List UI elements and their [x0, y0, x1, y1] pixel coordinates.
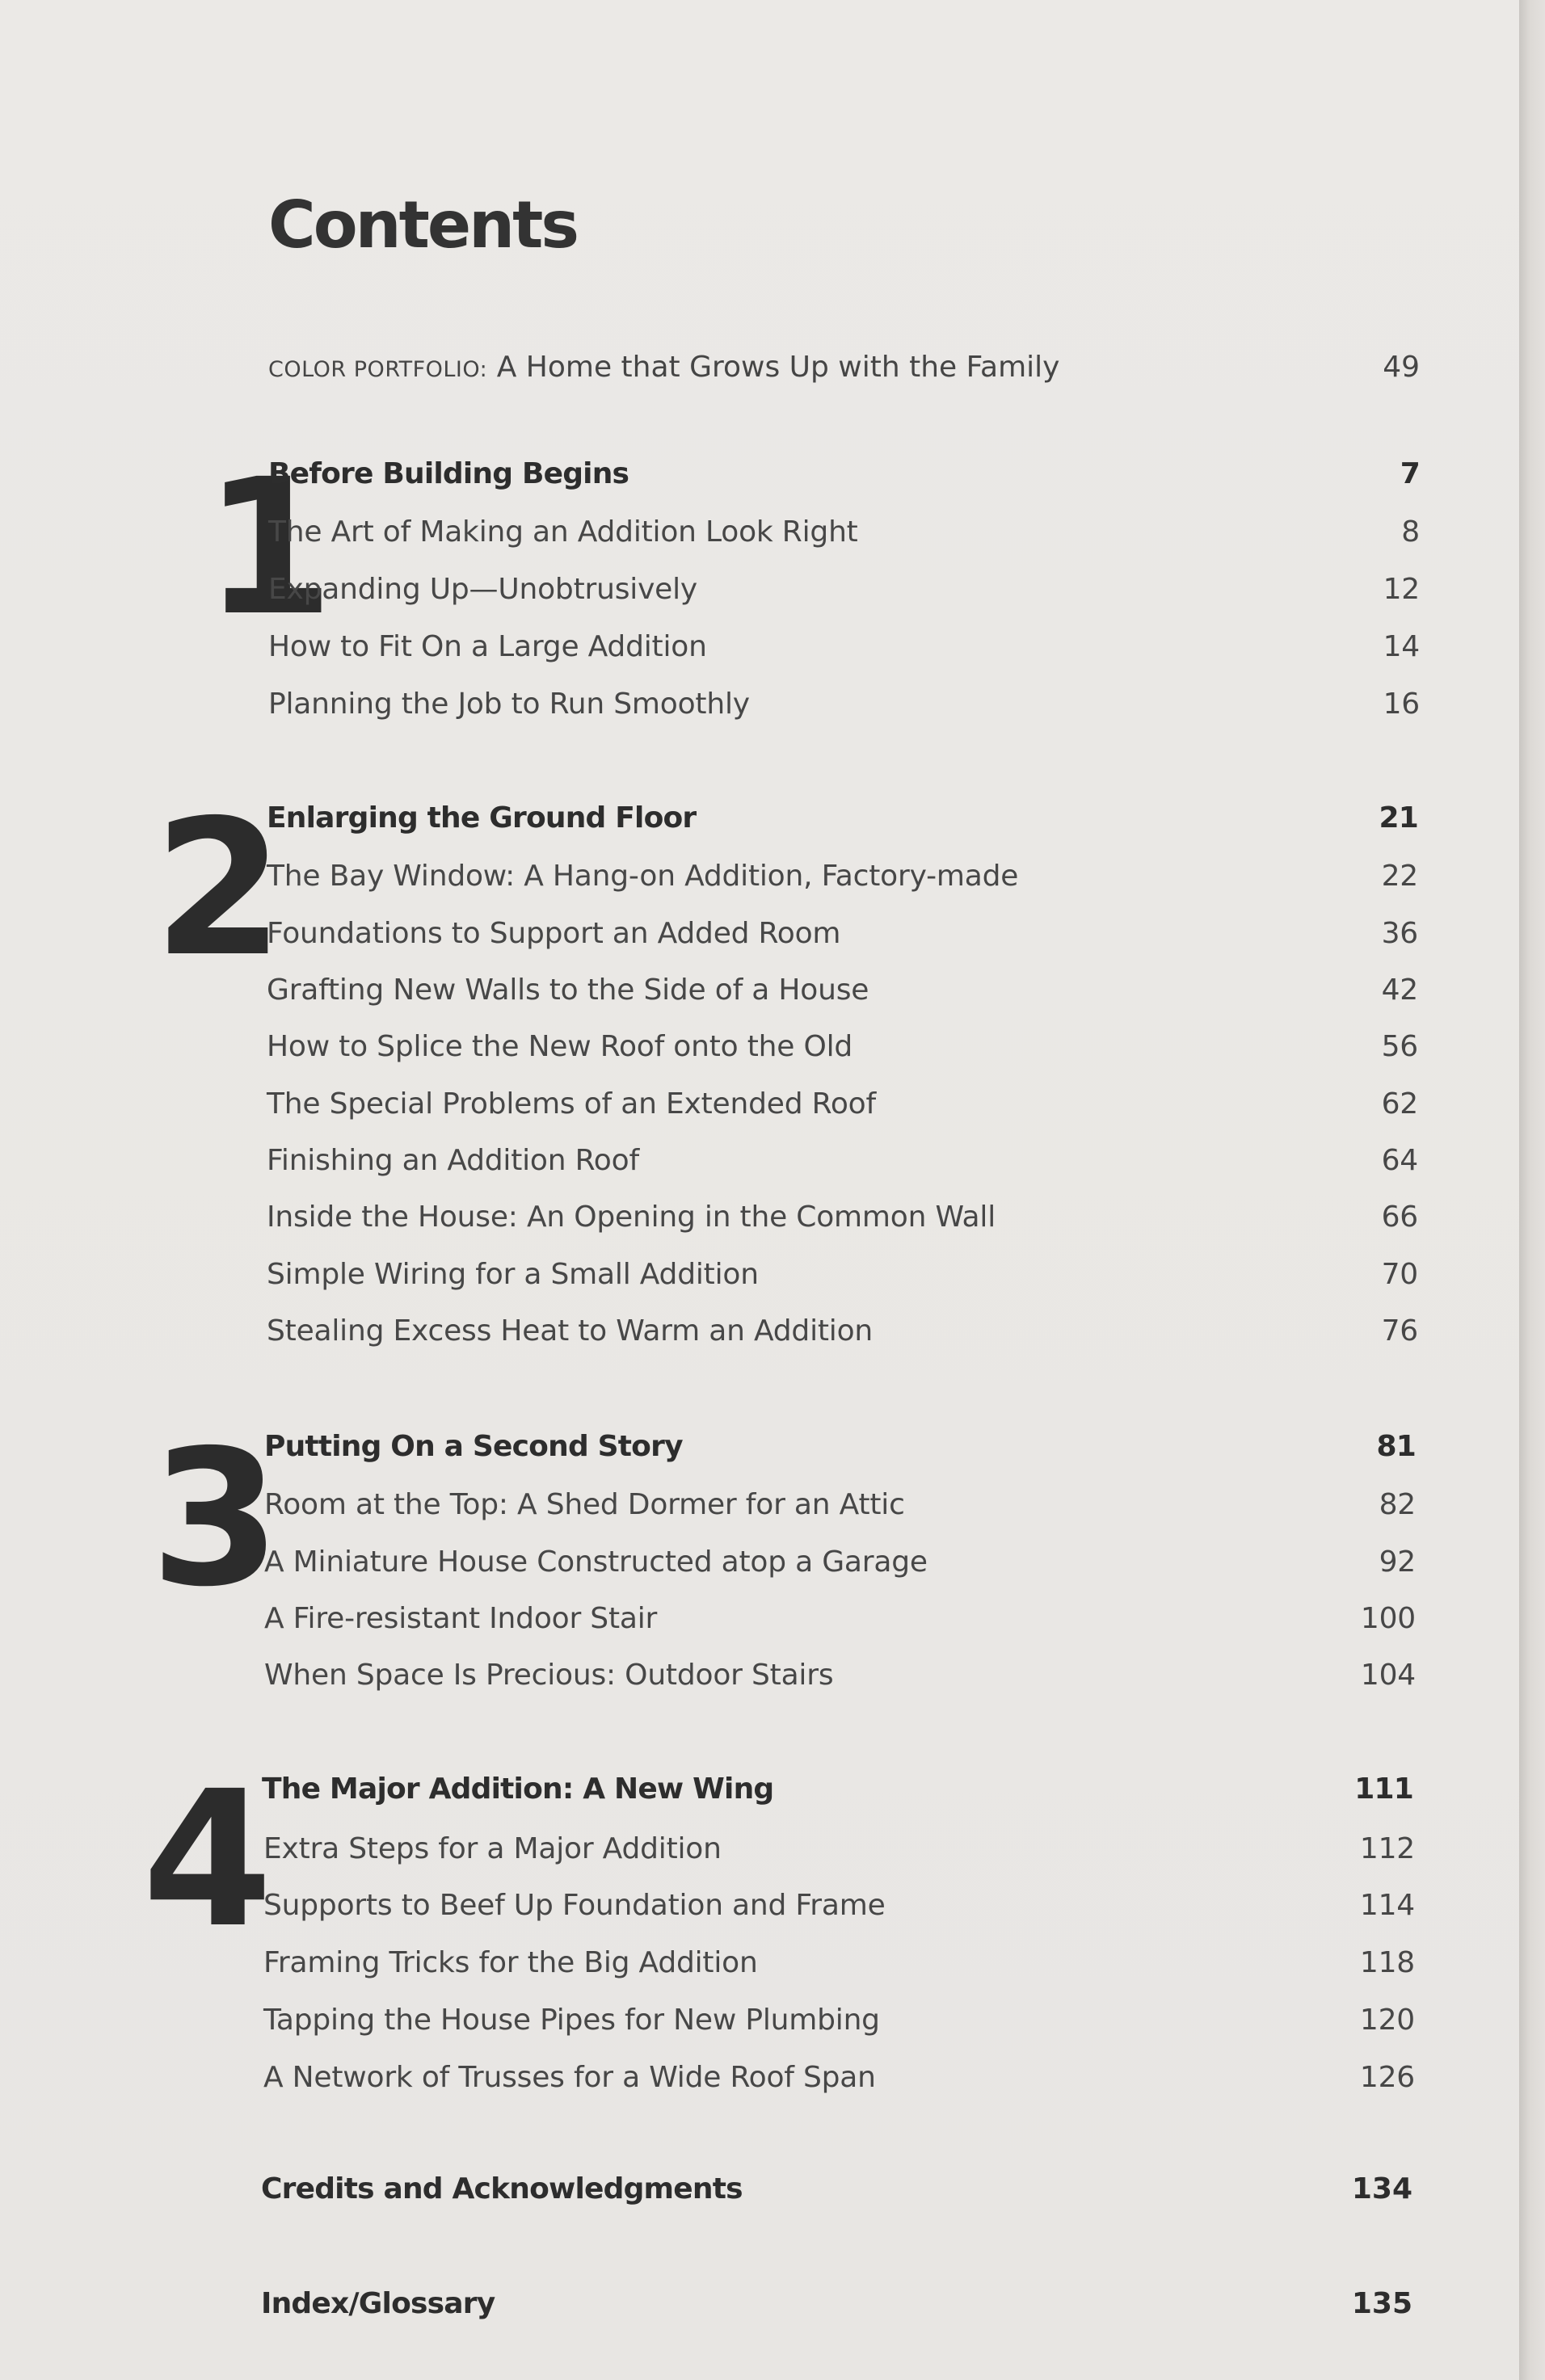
toc-entry[interactable] — [267, 1196, 1418, 1247]
chapter-title: The Major Addition: A New Wing — [262, 1772, 774, 1806]
entry-page-number: 114 — [1359, 1889, 1415, 1922]
toc-entry[interactable] — [263, 2056, 1415, 2108]
chapter-number: 1 — [204, 439, 330, 657]
entry-title: The Bay Window: A Hang-on Addition, Factory-made — [267, 860, 1019, 893]
entry-page-number: 118 — [1359, 1946, 1415, 1979]
chapter-number: 3 — [150, 1410, 276, 1628]
entry-title: Extra Steps for a Major Addition — [263, 1832, 722, 1865]
entry-title: Grafting New Walls to the Side of a House — [267, 973, 869, 1007]
color-portfolio-entry[interactable] — [268, 344, 1420, 393]
entry-page-number: 82 — [1379, 1488, 1416, 1521]
toc-entry[interactable] — [268, 511, 1420, 562]
toc-entry[interactable] — [267, 855, 1418, 906]
entry-page-number: 92 — [1379, 1545, 1416, 1579]
entry-page-number: 22 — [1381, 860, 1418, 893]
toc-entry[interactable] — [263, 1827, 1415, 1879]
toc-entry[interactable] — [267, 1310, 1418, 1361]
entry-title: Stealing Excess Heat to Warm an Addition — [267, 1314, 874, 1348]
entry-title: Tapping the House Pipes for New Plumbing — [263, 2004, 880, 2037]
credits-entry[interactable] — [261, 2168, 1412, 2219]
page-edge — [1519, 0, 1545, 2380]
entry-page-number: 56 — [1381, 1030, 1418, 1063]
toc-entry[interactable] — [263, 1999, 1415, 2050]
toc-entry[interactable] — [267, 1139, 1418, 1191]
toc-entry[interactable] — [263, 1941, 1415, 1993]
entry-title: A Network of Trusses for a Wide Roof Span — [263, 2061, 876, 2094]
backmatter-title: Credits and Acknowledgments — [261, 2172, 743, 2205]
entry-title: Inside the House: An Opening in the Common Wall — [267, 1201, 996, 1234]
toc-entry[interactable] — [264, 1654, 1416, 1705]
toc-entry[interactable] — [264, 1541, 1416, 1592]
entry-title: A Fire-resistant Indoor Stair — [264, 1602, 658, 1635]
entry-page-number: 66 — [1381, 1201, 1418, 1234]
chapter-title: Enlarging the Ground Floor — [267, 801, 697, 835]
entry-title: Supports to Beef Up Foundation and Frame — [263, 1889, 886, 1922]
chapter-title: Before Building Begins — [268, 457, 629, 490]
chapter-heading[interactable] — [268, 452, 1420, 504]
entry-page-number: 76 — [1381, 1314, 1418, 1348]
toc-entry[interactable] — [268, 568, 1420, 620]
backmatter-page-number: 134 — [1351, 2172, 1412, 2205]
entry-page-number: 64 — [1381, 1144, 1418, 1177]
chapter-heading[interactable] — [262, 1768, 1413, 1819]
entry-title: When Space Is Precious: Outdoor Stairs — [264, 1659, 834, 1692]
chapter-page-number: 21 — [1379, 801, 1418, 835]
entry-page-number: 8 — [1401, 515, 1420, 549]
portfolio-page-number: 49 — [1383, 351, 1420, 384]
entry-title: How to Fit On a Large Addition — [268, 630, 707, 663]
entry-page-number: 62 — [1381, 1087, 1418, 1121]
chapter-heading[interactable] — [267, 797, 1418, 848]
toc-entry[interactable] — [264, 1597, 1416, 1649]
entry-page-number: 120 — [1359, 2004, 1415, 2037]
toc-entry[interactable] — [268, 625, 1420, 677]
toc-entry[interactable] — [268, 683, 1420, 734]
entry-page-number: 70 — [1381, 1258, 1418, 1291]
backmatter-page-number: 135 — [1351, 2287, 1412, 2320]
toc-entry[interactable] — [267, 969, 1418, 1020]
entry-page-number: 16 — [1383, 688, 1420, 721]
portfolio-label — [268, 351, 1060, 384]
entry-page-number: 104 — [1360, 1659, 1416, 1692]
entry-page-number: 14 — [1383, 630, 1420, 663]
entry-title: Room at the Top: A Shed Dormer for an Attic — [264, 1488, 905, 1521]
toc-entry[interactable] — [263, 1884, 1415, 1936]
entry-title: Framing Tricks for the Big Addition — [263, 1946, 758, 1979]
page-title: Contents — [268, 187, 577, 263]
chapter-title: Putting On a Second Story — [264, 1430, 683, 1463]
toc-entry[interactable] — [267, 1025, 1418, 1077]
entry-title: Planning the Job to Run Smoothly — [268, 688, 750, 721]
entry-title: Expanding Up—Unobtrusively — [268, 573, 698, 606]
entry-title: The Art of Making an Addition Look Right — [268, 515, 858, 549]
portfolio-label-caps: COLOR PORTFOLIO: — [268, 357, 488, 382]
entry-title: Simple Wiring for a Small Addition — [267, 1258, 759, 1291]
entry-page-number: 100 — [1360, 1602, 1416, 1635]
chapter-page-number: 7 — [1400, 457, 1420, 490]
entry-title: A Miniature House Constructed atop a Garage — [264, 1545, 928, 1579]
toc-entry[interactable] — [267, 1253, 1418, 1305]
index-glossary-entry[interactable] — [261, 2282, 1412, 2334]
chapter-heading[interactable] — [264, 1425, 1416, 1477]
entry-title: How to Splice the New Roof onto the Old — [267, 1030, 853, 1063]
portfolio-label-rest: A Home that Grows Up with the Family — [487, 351, 1060, 384]
entry-page-number: 42 — [1381, 973, 1418, 1007]
toc-entry[interactable] — [267, 912, 1418, 964]
chapter-number: 4 — [142, 1751, 268, 1969]
toc-entry[interactable] — [264, 1483, 1416, 1535]
entry-page-number: 36 — [1381, 917, 1418, 950]
chapter-page-number: 81 — [1376, 1430, 1416, 1463]
toc-entry[interactable] — [267, 1083, 1418, 1134]
chapter-page-number: 111 — [1354, 1772, 1413, 1806]
entry-page-number: 12 — [1383, 573, 1420, 606]
backmatter-title: Index/Glossary — [261, 2287, 495, 2320]
entry-page-number: 126 — [1359, 2061, 1415, 2094]
chapter-number: 2 — [154, 780, 280, 998]
entry-page-number: 112 — [1359, 1832, 1415, 1865]
entry-title: Finishing an Addition Roof — [267, 1144, 639, 1177]
entry-title: Foundations to Support an Added Room — [267, 917, 841, 950]
entry-title: The Special Problems of an Extended Roof — [267, 1087, 876, 1121]
